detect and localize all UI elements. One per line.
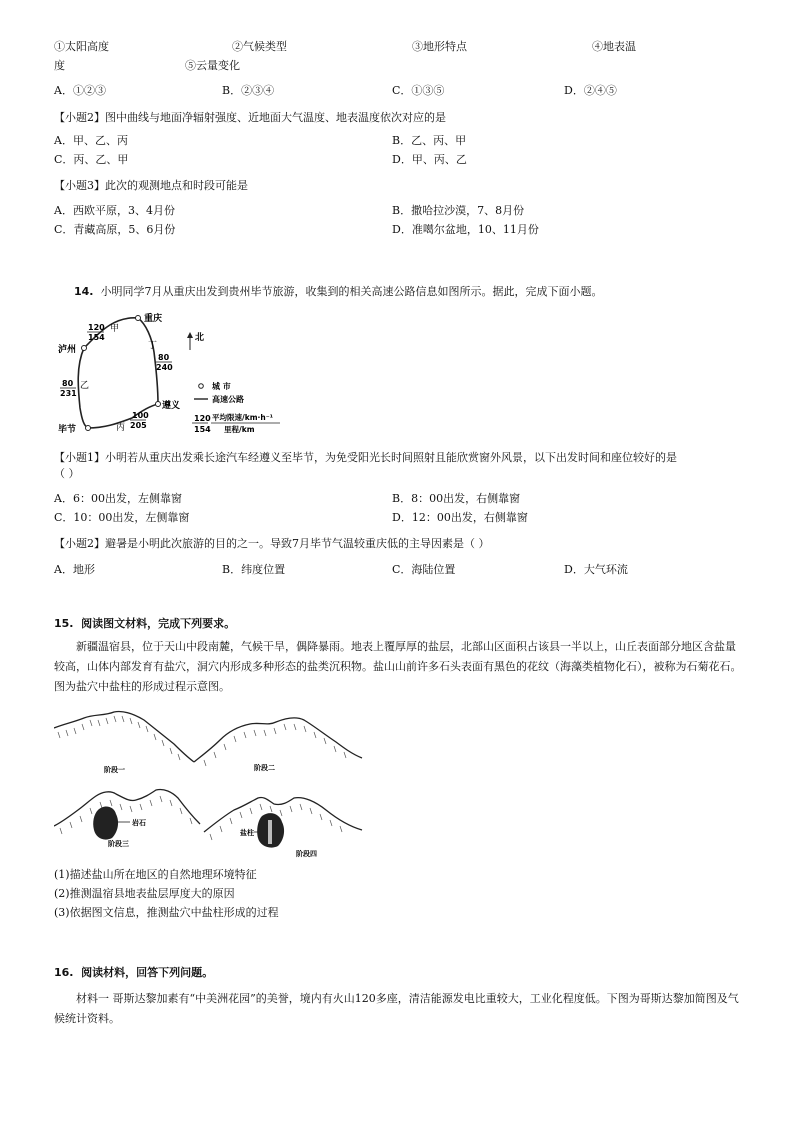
svg-text:154: 154 bbox=[88, 333, 105, 342]
choice-b: B．撒哈拉沙漠，7、8月份 bbox=[392, 204, 525, 217]
sub-question-1: (1)描述盐山所在地区的自然地理环境特征 bbox=[54, 868, 257, 881]
option-2: ②气候类型 bbox=[232, 40, 287, 53]
question-14-stem: 14. 小明同学7月从重庆出发到贵州毕节旅游，收集到的相关高速公路信息如图所示。据此，完成下面小题。 bbox=[74, 285, 603, 298]
choice-a: A．甲、乙、丙 bbox=[54, 134, 128, 147]
choice-a: A．地形 bbox=[54, 563, 95, 576]
question-15-material: 新疆温宿县，位于天山中段南麓，气候干旱，偶降暴雨。地表上覆厚厚的盐层，北部山区面积占该县一半以上，山丘表面部分地区含盐量较高，山体内部发育有盐穴，洞穴内形成多种形态的盐类沉积物。盐山山前许多石头表面有黑色的花纹（海藻类植物化石），被称为石菊花石。图为盐穴中盐柱的形成过程示意图。 bbox=[54, 640, 742, 693]
choice-d: D．甲、丙、乙 bbox=[392, 153, 467, 166]
stage-3-mountain bbox=[54, 789, 200, 826]
legend-city: 城 市 bbox=[212, 382, 231, 391]
city-marker-zunyi bbox=[156, 402, 161, 407]
choice-d: D．准噶尔盆地，10、11月份 bbox=[392, 223, 539, 236]
stage-4-label: 阶段四 bbox=[296, 850, 317, 858]
svg-text:240: 240 bbox=[156, 363, 173, 372]
choice-b: B．8：00出发，右侧靠窗 bbox=[392, 492, 521, 505]
stage-2-label: 阶段二 bbox=[254, 764, 275, 772]
fraction-bing bbox=[130, 411, 149, 430]
answer-blank: （ ） bbox=[54, 467, 80, 480]
sub-question-1: 【小题1】小明若从重庆出发乘长途汽车经遵义至毕节，为免受阳光长时间照射且能欣赏窗外风景，以下出发时间和座位较好的是 bbox=[54, 451, 677, 464]
city-zunyi: 遵义 bbox=[162, 401, 181, 411]
question-16-title: 16. 阅读材料，回答下列问题。 bbox=[54, 966, 214, 979]
choice-a: A．西欧平原，3、4月份 bbox=[54, 204, 175, 217]
legend-road: 高速公路 bbox=[212, 395, 244, 404]
option-4-cont: 度 bbox=[54, 59, 65, 72]
segment-bing: 丙 bbox=[116, 423, 126, 433]
choice-d: D．大气环流 bbox=[564, 563, 628, 576]
fraction-ding bbox=[156, 353, 173, 372]
option-4: ④地表温 bbox=[592, 40, 636, 53]
choice-c: C．青藏高原，5、6月份 bbox=[54, 223, 176, 236]
north-label: 北 bbox=[195, 333, 205, 343]
option-5: ⑤云量变化 bbox=[185, 59, 240, 72]
option-1: ①太阳高度 bbox=[54, 40, 109, 53]
choice-c: C．10：00出发，左侧靠窗 bbox=[54, 511, 190, 524]
city-marker-luzhou bbox=[82, 346, 87, 351]
choice-b: B．纬度位置 bbox=[222, 563, 286, 576]
svg-text:80: 80 bbox=[62, 379, 74, 388]
stage-1-label: 阶段一 bbox=[104, 766, 125, 774]
legend-city-icon bbox=[199, 384, 204, 389]
city-marker-chongqing bbox=[136, 316, 141, 321]
choice-d: D．②④⑤ bbox=[564, 84, 617, 97]
fraction-yi bbox=[60, 379, 77, 398]
legend-num: 120 bbox=[194, 414, 211, 423]
city-marker-bijie bbox=[86, 426, 91, 431]
salt-column bbox=[268, 820, 272, 844]
choice-a: A．6：00出发，左侧靠窗 bbox=[54, 492, 182, 505]
choice-d: D．12：00出发，右侧靠窗 bbox=[392, 511, 528, 524]
salt-column-label: 盐柱 bbox=[240, 829, 254, 837]
choice-b: B．乙、丙、甲 bbox=[392, 134, 467, 147]
choice-b: B．②③④ bbox=[222, 84, 275, 97]
sub-question-2: (2)推测温宿县地表盐层厚度大的原因 bbox=[54, 887, 235, 900]
stage-1-mountain bbox=[54, 711, 194, 762]
svg-text:205: 205 bbox=[130, 421, 147, 430]
stage-3-cave bbox=[93, 807, 118, 840]
option-3: ③地形特点 bbox=[412, 40, 467, 53]
north-arrow-icon bbox=[187, 332, 193, 350]
fraction-jia bbox=[87, 323, 105, 342]
sub-question-2: 【小题2】避暑是小明此次旅游的目的之一。导致7月毕节气温较重庆低的主导因素是（ ） bbox=[54, 537, 490, 550]
question-15-title: 15. 阅读图文材料，完成下列要求。 bbox=[54, 617, 236, 630]
choice-c: C．海陆位置 bbox=[392, 563, 456, 576]
city-chongqing: 重庆 bbox=[144, 314, 163, 324]
sub-question-2: 【小题2】图中曲线与地面净辐射强度、近地面大气温度、地表温度依次对应的是 bbox=[54, 111, 446, 124]
segment-yi: 乙 bbox=[80, 381, 90, 391]
svg-text:80: 80 bbox=[158, 353, 170, 362]
legend-den: 154 bbox=[194, 425, 211, 434]
svg-text:231: 231 bbox=[60, 389, 77, 398]
choice-c: C．①③⑤ bbox=[392, 84, 445, 97]
svg-text:100: 100 bbox=[132, 411, 149, 420]
rock-label: 岩石 bbox=[132, 819, 146, 827]
choice-a: A．①②③ bbox=[54, 84, 106, 97]
sub-question-3: (3)依据图文信息，推测盐穴中盐柱形成的过程 bbox=[54, 906, 279, 919]
segment-ding: 丁 bbox=[148, 341, 158, 351]
svg-text:120: 120 bbox=[88, 323, 105, 332]
stage-3-label: 阶段三 bbox=[108, 840, 129, 848]
legend-speed: 平均限速/km·h⁻¹ bbox=[212, 413, 273, 422]
city-bijie: 毕节 bbox=[58, 425, 77, 435]
choice-c: C．丙、乙、甲 bbox=[54, 153, 129, 166]
stage-2-mountain bbox=[194, 718, 362, 762]
city-luzhou: 泸州 bbox=[58, 345, 77, 355]
legend-distance: 里程/km bbox=[224, 425, 255, 434]
highway-map bbox=[54, 308, 324, 444]
sub-question-3: 【小题3】此次的观测地点和时段可能是 bbox=[54, 179, 248, 192]
segment-jia: 甲 bbox=[110, 324, 120, 334]
salt-column-diagram bbox=[54, 706, 364, 866]
question-16-material: 材料一 哥斯达黎加素有“中美洲花园”的美誉，境内有火山120多座，清洁能源发电比重较大，工业化程度低。下图为哥斯达黎加简图及气候统计资料。 bbox=[54, 992, 739, 1025]
